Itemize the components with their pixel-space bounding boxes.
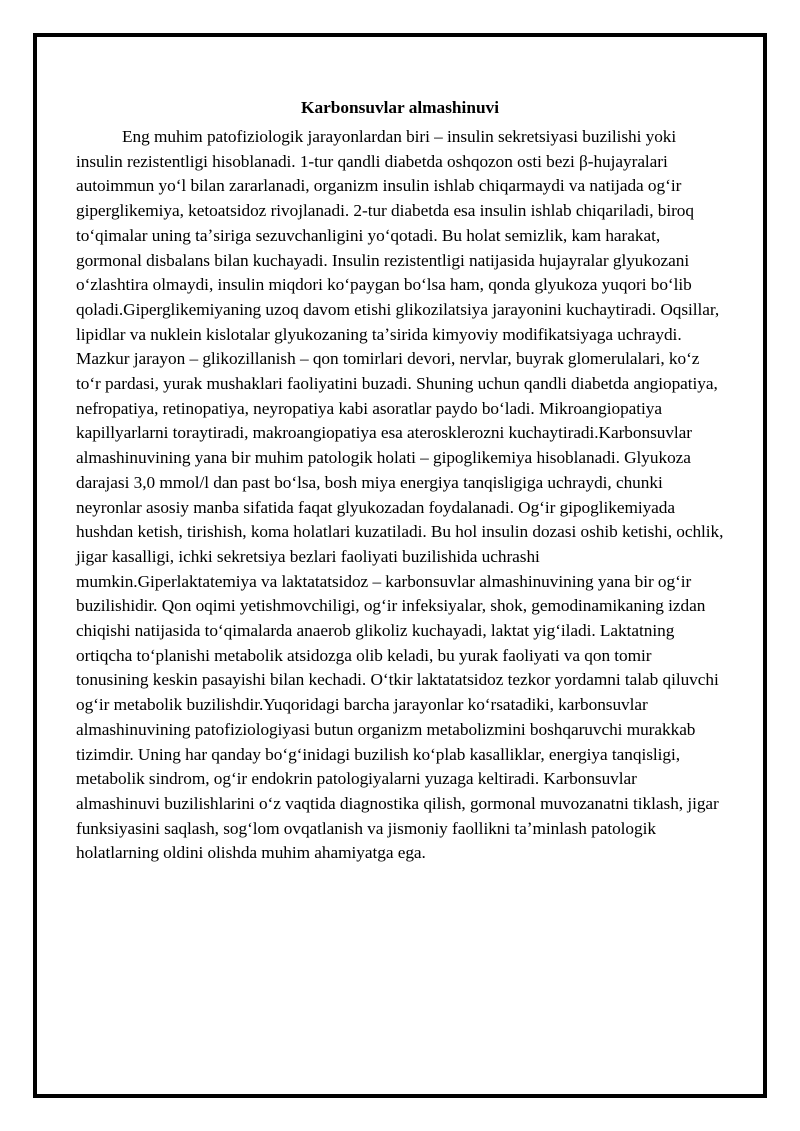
page-border-frame	[33, 33, 767, 1098]
document-content	[76, 96, 724, 866]
document-title: Karbonsuvlar almashinuvi	[301, 98, 499, 117]
document-body-paragraph: Eng muhim patofiziologik jarayonlardan biri – insulin sekretsiyasi buzilishi yoki insulin rezistentligi hisoblanadi. 1-tur qandli diabetda oshqozon osti bezi β-hujayralari autoimmun yoʻl bilan zararlanadi, organizm insulin ishlab chiqarmaydi va natijada ogʻir giperglikemiya, ketoatsidoz rivojlanadi. 2-tur diabetda esa insulin ishlab chiqariladi, biroq toʻqimalar uning taʼsiriga sezuvchanligini yoʻqotadi. Bu holat semizlik, kam harakat, gormonal disbalans bilan kuchayadi. Insulin rezistentligi natijasida hujayralar glyukozani oʻzlashtira olmaydi, insulin miqdori koʻpaygan boʻlsa ham, qonda glyukoza yuqori boʻlib qoladi.Giperglikemiyaning uzoq davom etishi glikozilatsiya jarayonini kuchaytiradi. Oqsillar, lipidlar va nuklein kislotalar glyukozaning taʼsirida kimyoviy modifikatsiyaga uchraydi. Mazkur jarayon – glikozillanish – qon tomirlari devori, nervlar, buyrak glomerulalari, koʻz toʻr pardasi, yurak mushaklari faoliyatini buzadi. Shuning uchun qandli diabetda angiopatiya, nefropatiya, retinopatiya, neyropatiya kabi asoratlar paydo boʻladi. Mikroangiopatiya kapillyarlarni toraytiradi, makroangiopatiya esa aterosklerozni kuchaytiradi.Karbonsuvlar almashinuvining yana bir muhim patologik holati – gipoglikemiya hisoblanadi. Glyukoza darajasi 3,0 mmol/l dan past boʻlsa, bosh miya energiya tanqisligiga uchraydi, chunki neyronlar asosiy manba sifatida faqat glyukozadan foydalanadi. Ogʻir gipoglikemiyada hushdan ketish, tirishish, koma holatlari kuzatiladi. Bu hol insulin dozasi oshib ketishi, ochlik, jigar kasalligi, ichki sekretsiya bezlari faoliyati buzilishida uchrashi mumkin.Giperlaktatemiya va laktatatsidoz – karbonsuvlar almashinuvining yana bir ogʻir buzilishidir. Qon oqimi yetishmovchiligi, ogʻir infeksiyalar, shok, gemodinamikaning izdan chiqishi natijasida toʻqimalarda anaerob glikoliz kuchayadi, laktat yigʻiladi. Laktatning ortiqcha toʻplanishi metabolik atsidozga olib keladi, bu yurak faoliyati va qon tomir tonusining keskin pasayishi bilan kechadi. Oʻtkir laktatatsidoz tezkor yordamni talab qiluvchi ogʻir metabolik buzilishdir.Yuqoridagi barcha jarayonlar koʻrsatadiki, karbonsuvlar almashinuvining patofiziologiyasi butun organizm metabolizmini boshqaruvchi murakkab tizimdir. Uning har qanday boʻgʻinidagi buzilish koʻplab kasalliklar, energiya tanqisligi, metabolik sindrom, ogʻir endokrin patologiyalarni yuzaga keltiradi. Karbonsuvlar almashinuvi buzilishlarini oʻz vaqtida diagnostika qilish, gormonal muvozanatni tiklash, jigar funksiyasini saqlash, sogʻlom ovqatlanish va jismoniy faollikni taʼminlash patologik holatlarning oldini olishda muhim ahamiyatga ega.	[76, 127, 724, 863]
